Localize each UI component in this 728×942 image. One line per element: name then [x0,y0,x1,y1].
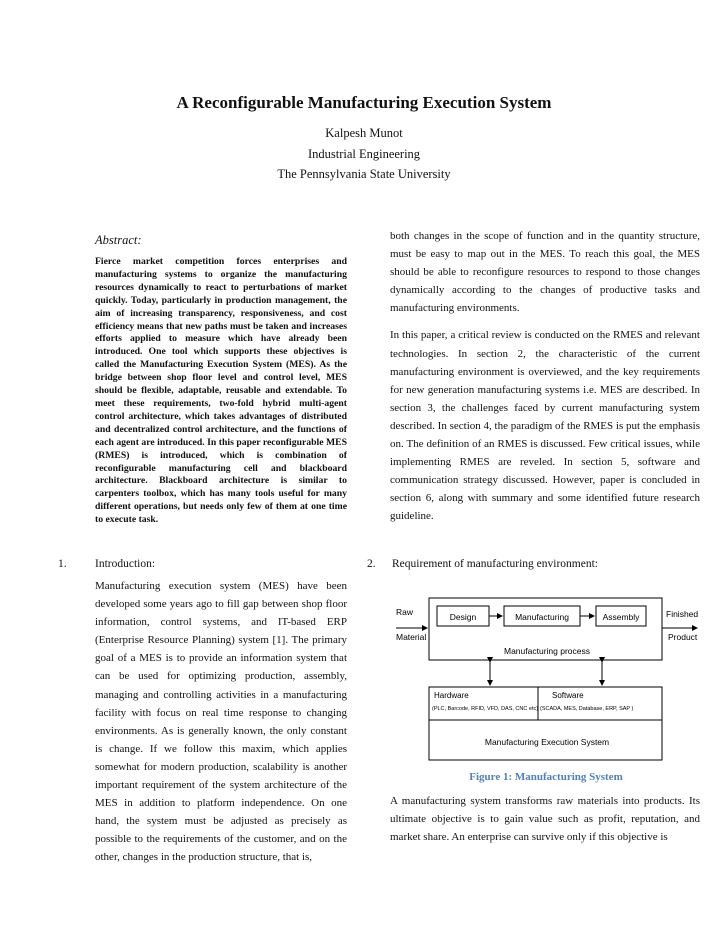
finished-label: Finished [666,609,699,619]
design-label: Design [449,612,477,622]
section-2-heading: Requirement of manufacturing environment: [392,558,598,570]
hardware-label: Hardware [434,691,469,700]
author-department: Industrial Engineering [307,147,421,161]
section-1-text [95,577,347,867]
right-paragraph-2: In this paper, a critical review is conducted on the RMES and relevant technologies. In section 2, the characteristic of the current manufacturing environment is overviewed, and the key requirements for new generation manufacturing systems i.e. MES are described. In section 3, the challenges faced by current manufacturing system described. In section 4, the paradigm of the RMES is put the emphasis on. The definition of an RMES is discussed. Few critical issues, while implementing RMES are reveled. In section 5, software and communication strategy discussed. However, paper is concluded in section 6, along with summary and some identified future research guideline. [390,329,700,523]
author-name: Kalpesh Munot [325,126,403,140]
figure-caption: Figure 1: Manufacturing System [469,771,623,783]
right-paragraph-1: both changes in the scope of function and in the quantity structure, must be easy to map out in the MES. To reach this goal, the MES should be able to reconfigure resources to respond to those changes dynamically according to the changes of productive tasks and manufacturing environments. [390,230,700,315]
abstract-text: Fierce market competition forces enterprises and manufacturing systems to organize the manufacturing resources dynamically to react to perturbations of market quickly. Today, particularly in production management, the aim of increasing transparency, responsiveness, and cost efficiency means that new paths must be taken and increases efforts applied to measure which have already been introduced. One tool which supports these objectives is called the Manufacturing Execution System (MES). As the bridge between shop floor level and control level, MES should be flexible, adaptable, reusable and extendable. To meet these requirements, two-fold hybrid multi-agent control architecture, which takes advantages of distributed and decentralized control architecture, and the functions of each agent are introduced. In this paper reconfigurable MES (RMES) is introduced, which is combination of reconfigurable manufacturing cell and blackboard architecture. Blackboard architecture is similar to carpenters toolbox, which has many tools useful for many different operations, but needs only few of them at one time to execute task. [95,256,347,526]
section-1-heading: Introduction: [95,558,156,570]
mes-label: Manufacturing Execution System [484,737,610,747]
hardware-items-label: (PLC, Barcode, RFID, VFD, DAS, CNC etc) [432,706,539,712]
material-label: Material [396,632,427,642]
paper-title: A Reconfigurable Manufacturing Execution System [176,93,552,112]
section-2-text [390,792,700,846]
product-label: Product [668,632,698,642]
section-2-number: 2. [367,558,376,570]
manufacturing-process-label: Manufacturing process [504,646,590,656]
raw-label: Raw [396,607,414,617]
section-1-paragraph: Manufacturing execution system (MES) have been developed some years ago to fill gap between shop floor information, control systems, and IT-based ERP (Enterprise Resource Planning) system [1]. The primary goal of a MES is to provide an information system that can be used for optimizing production, assembly, managing and controlling activities in a manufacturing facility with focus on real time response to changing environments. As is generally known, the only constant is change. If we follow this maxim, which applies somewhat for modern production, scalability is another important requirement of the system architecture of the MES in addition to platform independence. On one hand, the system must be adjusted as precisely as possible to the requirements of the customer, and on the other, changes in the production structure, that is, [95,580,347,864]
figure-diagram [392,590,700,764]
software-items-label: (SCADA, MES, Database, ERP, SAP ) [540,706,634,712]
software-label: Software [552,691,584,700]
abstract-heading: Abstract: [95,233,142,247]
manufacturing-system-figure [392,590,700,764]
section-2-paragraph: A manufacturing system transforms raw materials into products. Its ultimate objective is to gain value such as profit, reputation, and market share. An enterprise can survive only if this objective is [390,795,700,844]
right-column-intro [390,227,700,526]
section-1-number: 1. [58,558,67,570]
manufacturing-label: Manufacturing [515,612,569,622]
author-university: The Pennsylvania State University [277,167,451,181]
assembly-label: Assembly [602,612,640,622]
